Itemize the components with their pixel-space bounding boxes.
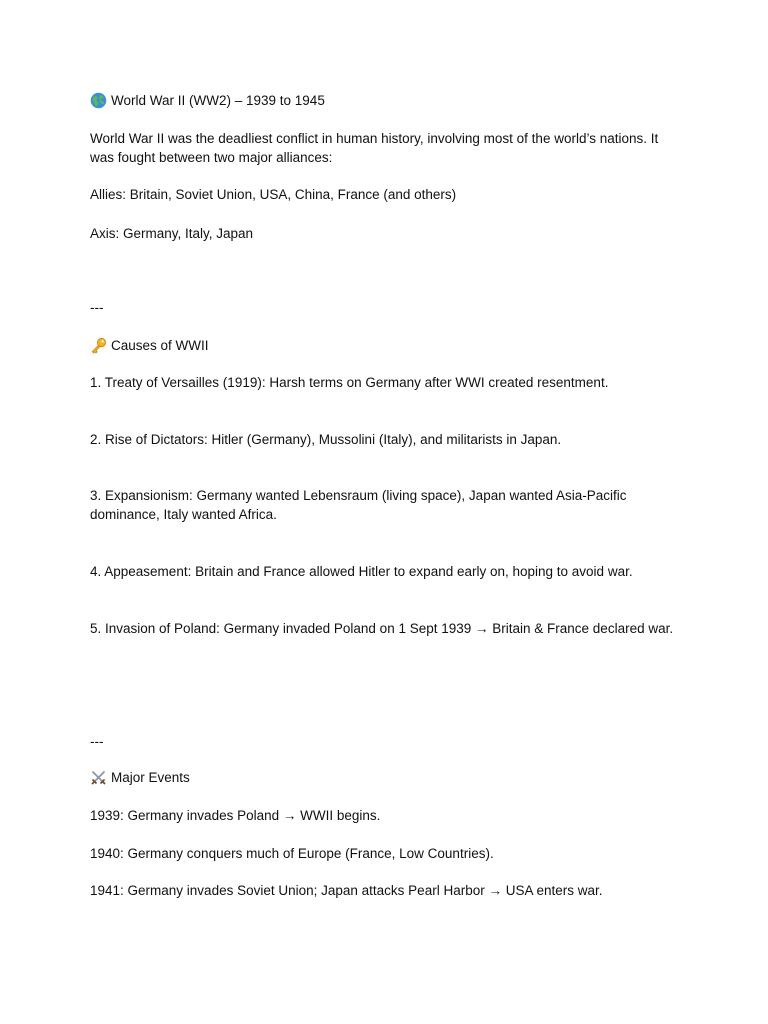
allies-line: Allies: Britain, Soviet Union, USA, China, France (and others) [90,187,457,202]
document-title [90,91,680,110]
title-text: World War II (WW2) – 1939 to 1945 [111,93,325,108]
list-item: 3. Expansionism: Germany wanted Lebensraum (living space), Japan wanted Asia-Pacific dominance, Italy wanted Africa. [90,488,627,522]
events-heading [90,768,680,787]
events-heading-text: Major Events [111,770,190,785]
list-item: 1. Treaty of Versailles (1919): Harsh terms on Germany after WWI created resentment. [90,375,609,390]
list-item: 1941: Germany invades Soviet Union; Japan attacks Pearl Harbor → USA enters war. [90,883,603,898]
list-item: 5. Invasion of Poland: Germany invaded Poland on 1 Sept 1939 → Britain & France declared war. [90,621,674,636]
separator: --- [90,300,104,315]
causes-heading [90,336,680,355]
key-icon [90,337,107,354]
separator: --- [90,734,104,749]
list-item: 1939: Germany invades Poland → WWII begins. [90,808,381,823]
list-item: 2. Rise of Dictators: Hitler (Germany), Mussolini (Italy), and militarists in Japan. [90,432,562,447]
globe-icon [90,92,107,109]
causes-heading-text: Causes of WWII [111,338,209,353]
intro-paragraph: World War II was the deadliest conflict in human history, involving most of the world’s nations. It was fought between two major alliances: [90,131,659,165]
crossed-swords-icon [90,769,107,786]
list-item: 1940: Germany conquers much of Europe (France, Low Countries). [90,846,494,861]
axis-line: Axis: Germany, Italy, Japan [90,226,254,241]
list-item: 4. Appeasement: Britain and France allowed Hitler to expand early on, hoping to avoid war. [90,564,633,579]
